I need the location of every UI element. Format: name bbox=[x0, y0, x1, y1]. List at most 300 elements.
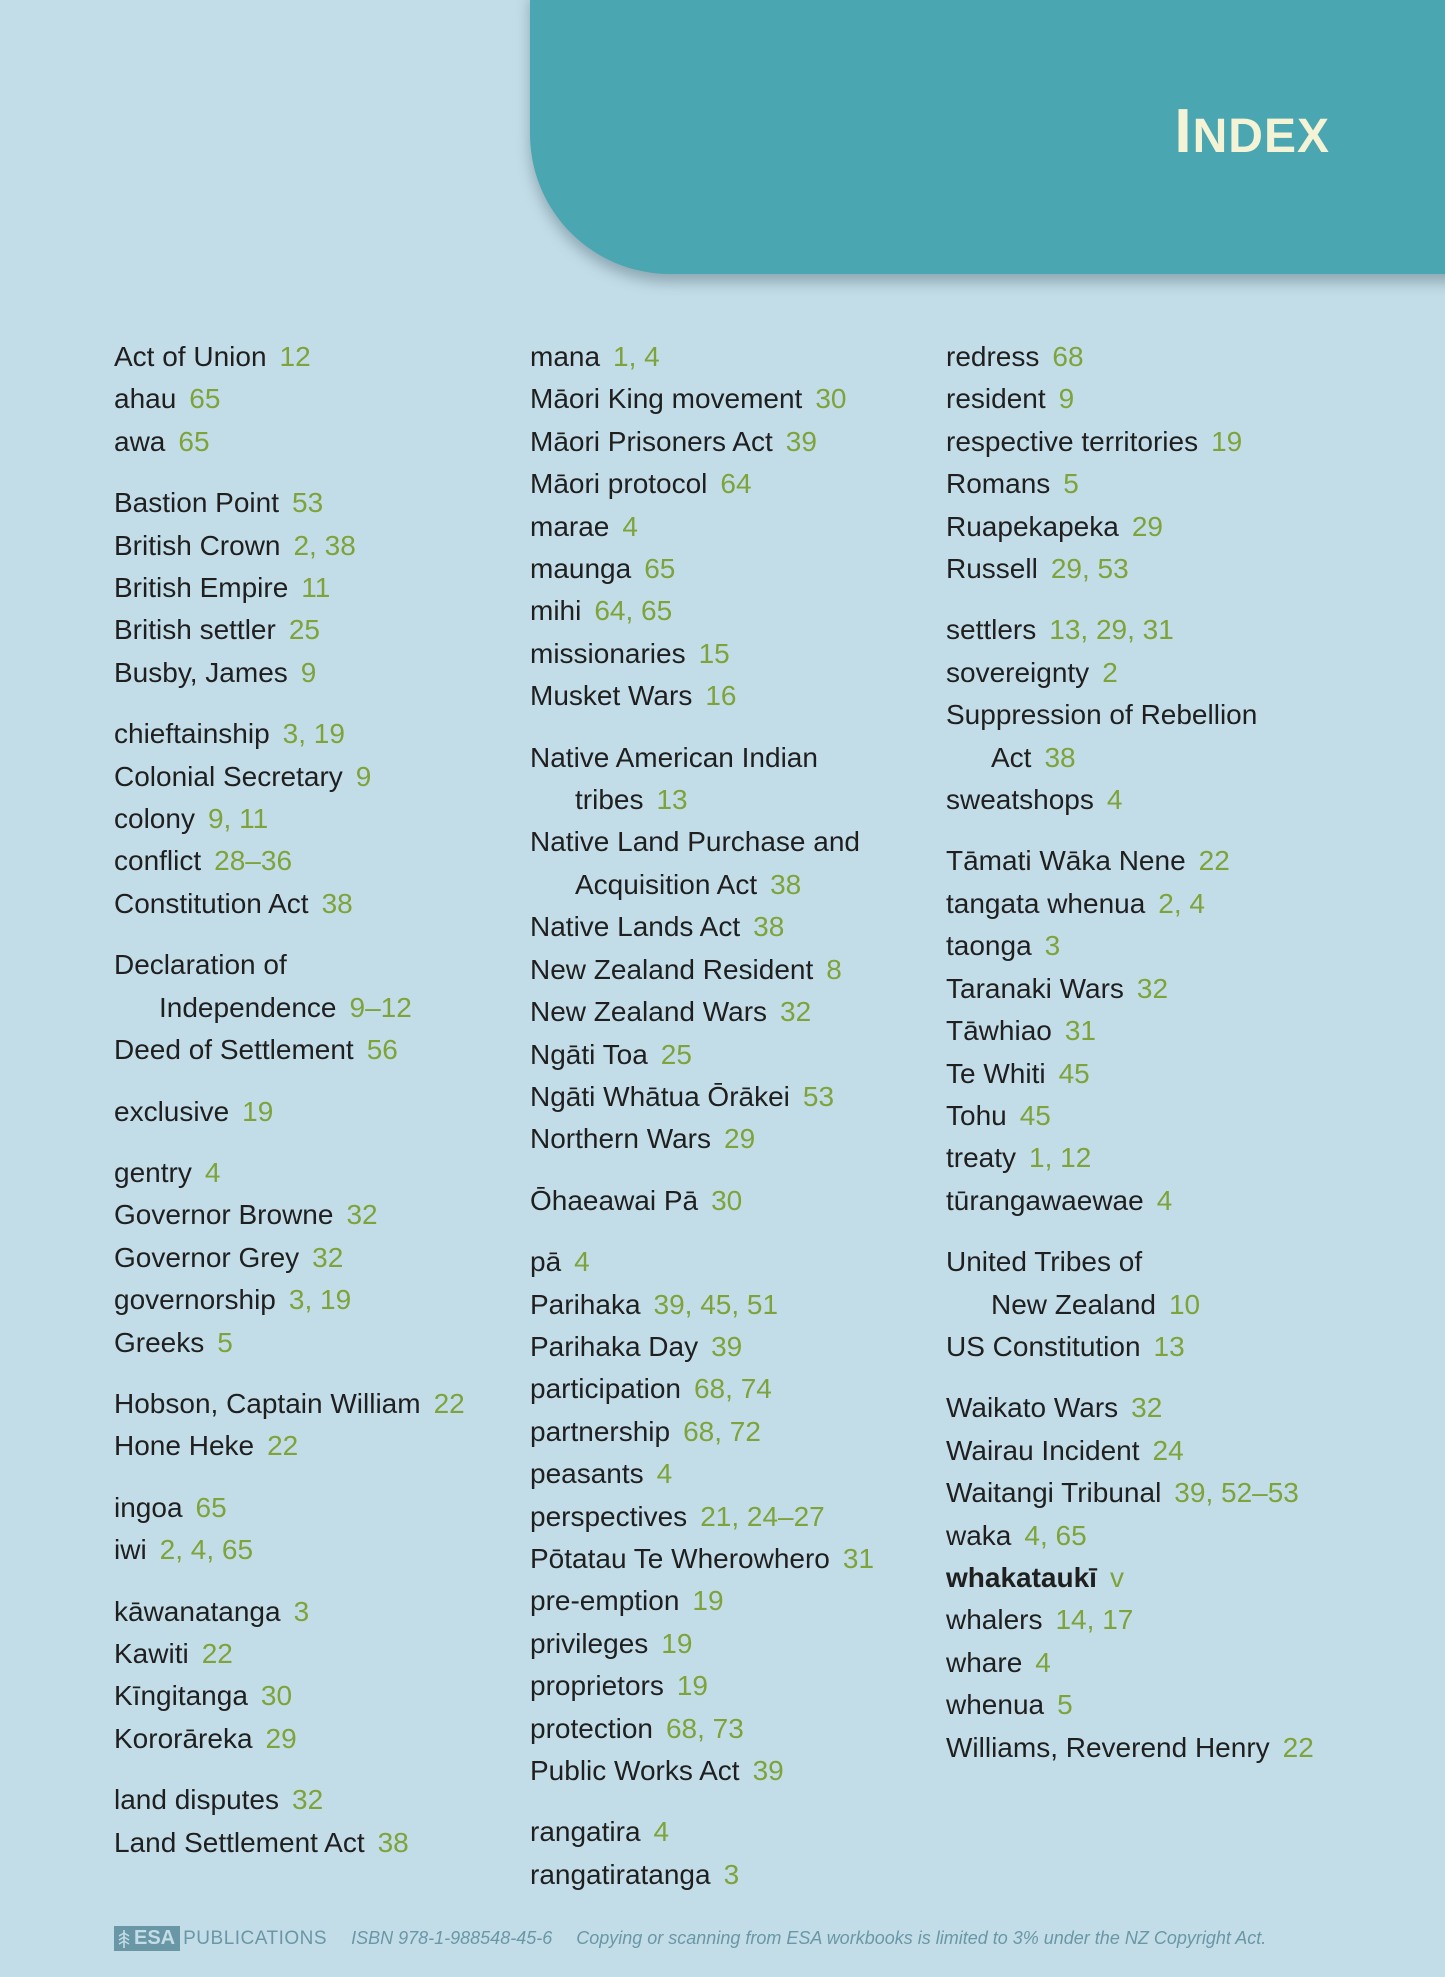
index-term: rangatiratanga bbox=[530, 1858, 711, 1890]
index-entry bbox=[114, 756, 465, 798]
index-page-refs: 2, 4 bbox=[1158, 887, 1205, 919]
index-term: whare bbox=[946, 1646, 1023, 1678]
index-letter-group bbox=[530, 737, 874, 1161]
index-term-continued: Act bbox=[991, 741, 1032, 773]
index-entry bbox=[530, 548, 874, 590]
index-page-refs: 2, 4, 65 bbox=[159, 1534, 254, 1566]
index-letter-group bbox=[946, 1387, 1314, 1769]
index-entry bbox=[114, 1425, 465, 1467]
index-entry bbox=[114, 1322, 465, 1364]
index-letter-group bbox=[946, 1241, 1314, 1368]
index-term: governorship bbox=[114, 1284, 276, 1316]
index-page-refs: 1, 4 bbox=[613, 341, 660, 372]
index-page-refs: 32 bbox=[1131, 1392, 1163, 1424]
index-letter-group bbox=[114, 482, 465, 694]
index-entry bbox=[530, 821, 874, 906]
index-term: Ōhaeawai Pā bbox=[530, 1184, 699, 1216]
index-entry bbox=[530, 949, 874, 991]
index-term: Tohu bbox=[946, 1099, 1007, 1131]
index-entry bbox=[530, 1623, 874, 1665]
index-page-refs: 8 bbox=[826, 953, 842, 985]
index-term: Land Settlement Act bbox=[114, 1826, 365, 1858]
index-page-refs: 39 bbox=[752, 1755, 784, 1786]
index-term: iwi bbox=[114, 1534, 147, 1566]
index-term: Declaration of bbox=[114, 949, 287, 981]
index-term: Kawiti bbox=[114, 1637, 189, 1669]
index-page-refs: 29 bbox=[724, 1123, 756, 1155]
index-entry bbox=[530, 1665, 874, 1707]
index-page-refs: 11 bbox=[301, 572, 331, 604]
index-page-refs: 5 bbox=[1063, 468, 1079, 500]
index-term: Greeks bbox=[114, 1326, 205, 1358]
index-term: Māori Prisoners Act bbox=[530, 425, 773, 457]
index-page-refs: 68 bbox=[1052, 341, 1084, 372]
index-entry bbox=[530, 1453, 874, 1495]
index-page-refs: 13, 29, 31 bbox=[1049, 614, 1174, 646]
index-entry bbox=[114, 1718, 465, 1760]
index-term: Romans bbox=[946, 468, 1051, 500]
index-page-refs: 22 bbox=[1282, 1731, 1314, 1763]
index-term: Public Works Act bbox=[530, 1755, 740, 1786]
index-term: chieftainship bbox=[114, 718, 270, 750]
index-term: Ruapekapeka bbox=[946, 510, 1119, 542]
index-entry bbox=[114, 421, 465, 463]
index-term: Parihaka bbox=[530, 1288, 641, 1320]
index-page-refs: 22 bbox=[201, 1637, 233, 1669]
index-term: mihi bbox=[530, 595, 582, 627]
index-letter-group bbox=[114, 1152, 465, 1364]
index-term: Tāmati Wāka Nene bbox=[946, 845, 1186, 877]
index-term: tūrangawaewae bbox=[946, 1184, 1144, 1216]
index-entry bbox=[114, 1591, 465, 1633]
index-term: Deed of Settlement bbox=[114, 1034, 354, 1066]
index-term: Hobson, Captain William bbox=[114, 1387, 421, 1419]
copyright-notice: Copying or scanning from ESA workbooks is limited to 3% under the NZ Copyright Act. bbox=[576, 1928, 1267, 1948]
index-term-continued: Independence bbox=[159, 991, 337, 1023]
index-page-refs: 65 bbox=[189, 383, 221, 415]
index-page-refs: 30 bbox=[711, 1184, 743, 1216]
index-term: Taranaki Wars bbox=[946, 972, 1124, 1004]
index-entry bbox=[114, 609, 465, 651]
index-term: awa bbox=[114, 425, 166, 457]
index-entry bbox=[114, 1152, 465, 1194]
index-term: Ngāti Whātua Ōrākei bbox=[530, 1080, 790, 1112]
index-entry-continuation bbox=[530, 864, 874, 906]
index-column-1 bbox=[114, 336, 465, 1883]
index-term: Constitution Act bbox=[114, 887, 309, 919]
index-entry bbox=[114, 713, 465, 755]
index-entry bbox=[114, 1279, 465, 1321]
index-page-refs: 53 bbox=[802, 1080, 835, 1112]
index-page-refs: 4 bbox=[1106, 784, 1123, 816]
index-entry bbox=[530, 633, 874, 675]
index-entry bbox=[946, 1241, 1314, 1326]
index-term: Governor Browne bbox=[114, 1199, 334, 1231]
index-page-refs: 4 bbox=[656, 1458, 673, 1490]
index-term: pre-emption bbox=[530, 1585, 680, 1617]
index-page-refs: 9–12 bbox=[349, 991, 412, 1023]
index-page-refs: 19 bbox=[692, 1585, 724, 1617]
index-page-refs: 45 bbox=[1058, 1057, 1090, 1089]
index-term: Māori King movement bbox=[530, 383, 803, 415]
index-term: Act of Union bbox=[114, 341, 267, 372]
index-entry bbox=[114, 840, 465, 882]
index-page-refs: 4 bbox=[1156, 1184, 1173, 1216]
index-letter-group bbox=[114, 1091, 465, 1133]
index-term: settlers bbox=[946, 614, 1037, 646]
index-entry bbox=[114, 1383, 465, 1425]
index-letter-group bbox=[946, 336, 1314, 590]
index-entry bbox=[114, 336, 465, 378]
index-entry bbox=[946, 1727, 1314, 1769]
index-entry bbox=[946, 1515, 1314, 1557]
index-entry bbox=[530, 1580, 874, 1622]
index-entry bbox=[530, 1326, 874, 1368]
index-page-refs: 4 bbox=[622, 510, 638, 542]
index-letter-group bbox=[114, 1383, 465, 1468]
index-page-refs: 22 bbox=[433, 1387, 465, 1419]
index-page-refs: 15 bbox=[698, 637, 730, 669]
index-entry bbox=[530, 421, 874, 463]
index-term: British settler bbox=[114, 614, 276, 646]
index-entry bbox=[114, 798, 465, 840]
index-page-refs: 4, 65 bbox=[1024, 1519, 1087, 1551]
index-letter-group bbox=[530, 1241, 874, 1792]
index-entry bbox=[530, 991, 874, 1033]
index-page-refs: 39 bbox=[785, 425, 817, 457]
index-page-refs: 30 bbox=[260, 1680, 293, 1712]
index-entry-continuation bbox=[530, 779, 874, 821]
index-page-refs: 3 bbox=[1044, 930, 1061, 962]
index-page-refs: 9, 11 bbox=[207, 803, 269, 835]
index-page-refs: 32 bbox=[346, 1199, 378, 1231]
index-term: British Empire bbox=[114, 572, 289, 604]
index-term: conflict bbox=[114, 845, 202, 877]
index-entry bbox=[530, 1118, 874, 1160]
index-entry bbox=[114, 944, 465, 1029]
index-term: protection bbox=[530, 1712, 653, 1744]
index-column-3 bbox=[946, 336, 1314, 1788]
index-term: kāwanatanga bbox=[114, 1595, 281, 1627]
index-page-refs: 65 bbox=[644, 553, 676, 585]
index-entry bbox=[114, 1633, 465, 1675]
index-term: Musket Wars bbox=[530, 680, 693, 712]
index-page-refs: 28–36 bbox=[214, 845, 293, 877]
index-page-refs: 4 bbox=[204, 1156, 221, 1188]
index-term: Northern Wars bbox=[530, 1123, 712, 1155]
index-page-refs: 65 bbox=[178, 425, 210, 457]
index-page-refs: 29 bbox=[1131, 510, 1163, 542]
index-term: gentry bbox=[114, 1156, 192, 1188]
index-letter-group bbox=[530, 1180, 874, 1222]
index-entry bbox=[114, 1487, 465, 1529]
index-entry bbox=[530, 1750, 874, 1792]
index-entry bbox=[946, 1387, 1314, 1429]
index-entry bbox=[946, 1053, 1314, 1095]
index-page-refs: 16 bbox=[705, 680, 737, 712]
index-page-refs: 5 bbox=[1057, 1689, 1073, 1721]
index-term: Russell bbox=[946, 553, 1038, 585]
index-term: treaty bbox=[946, 1142, 1017, 1174]
index-term: respective territories bbox=[946, 425, 1199, 457]
index-term: proprietors bbox=[530, 1670, 664, 1702]
index-entry bbox=[946, 1599, 1314, 1641]
index-entry bbox=[946, 378, 1314, 420]
index-page-refs: v bbox=[1109, 1561, 1124, 1593]
index-page-refs: 2 bbox=[1102, 656, 1118, 688]
index-term: ingoa bbox=[114, 1491, 183, 1523]
index-entry bbox=[946, 968, 1314, 1010]
index-page-refs: 9 bbox=[355, 760, 372, 792]
index-term: New Zealand Resident bbox=[530, 953, 814, 985]
index-term: waka bbox=[946, 1519, 1012, 1551]
index-page-refs: 31 bbox=[1064, 1015, 1096, 1047]
index-page-refs: 9 bbox=[1058, 383, 1075, 415]
index-page-refs: 65 bbox=[195, 1491, 227, 1523]
index-term: Colonial Secretary bbox=[114, 760, 343, 792]
index-page-refs: 3 bbox=[293, 1595, 310, 1627]
index-page-refs: 19 bbox=[676, 1670, 708, 1702]
index-letter-group bbox=[114, 944, 465, 1071]
index-term-continued: tribes bbox=[575, 784, 644, 816]
index-letter-group bbox=[946, 609, 1314, 821]
index-term-continued: New Zealand bbox=[991, 1288, 1156, 1320]
index-term: Bastion Point bbox=[114, 487, 279, 519]
index-letter-group bbox=[114, 713, 465, 925]
index-entry bbox=[946, 779, 1314, 821]
index-page-refs: 68, 72 bbox=[683, 1415, 761, 1447]
index-entry bbox=[530, 906, 874, 948]
index-entry bbox=[946, 1557, 1314, 1599]
index-page-refs: 24 bbox=[1152, 1434, 1184, 1466]
index-entry bbox=[530, 1411, 874, 1453]
index-term: Wairau Incident bbox=[946, 1434, 1140, 1466]
index-page-refs: 38 bbox=[753, 911, 785, 943]
page-title: INDEX bbox=[1174, 97, 1330, 166]
index-entry bbox=[946, 694, 1314, 779]
index-entry bbox=[530, 1854, 874, 1896]
index-term: Native Land Purchase and bbox=[530, 826, 860, 858]
index-entry bbox=[114, 1779, 465, 1821]
index-term: Busby, James bbox=[114, 656, 288, 688]
index-term: whakataukī bbox=[946, 1561, 1097, 1593]
index-entry bbox=[946, 1472, 1314, 1514]
index-page-refs: 3, 19 bbox=[282, 718, 345, 750]
index-entry-continuation bbox=[946, 1284, 1314, 1326]
index-term: Williams, Reverend Henry bbox=[946, 1731, 1270, 1763]
index-page-refs: 32 bbox=[780, 996, 812, 1028]
index-page-refs: 25 bbox=[288, 614, 320, 646]
index-term: taonga bbox=[946, 930, 1032, 962]
index-page-refs: 39 bbox=[711, 1330, 743, 1362]
index-page-refs: 38 bbox=[321, 887, 353, 919]
index-term: redress bbox=[946, 341, 1040, 372]
index-letter-group bbox=[114, 1487, 465, 1572]
esa-logo bbox=[114, 1926, 180, 1951]
index-term: Waitangi Tribunal bbox=[946, 1477, 1162, 1509]
index-page-refs: 39, 52–53 bbox=[1174, 1477, 1299, 1509]
index-term: whalers bbox=[946, 1604, 1043, 1636]
index-page-refs: 4 bbox=[574, 1246, 590, 1278]
index-entry bbox=[946, 1642, 1314, 1684]
index-entry bbox=[530, 1076, 874, 1118]
index-entry bbox=[946, 548, 1314, 590]
index-page-refs: 13 bbox=[656, 784, 688, 816]
index-term: sovereignty bbox=[946, 656, 1090, 688]
index-entry bbox=[530, 1368, 874, 1410]
logo-text: ESA bbox=[134, 1927, 176, 1949]
index-page-refs: 25 bbox=[660, 1038, 692, 1070]
index-entry bbox=[946, 883, 1314, 925]
index-entry bbox=[114, 482, 465, 524]
index-entry bbox=[530, 1241, 874, 1283]
index-entry bbox=[530, 378, 874, 420]
index-page-refs: 19 bbox=[242, 1095, 274, 1127]
index-entry bbox=[530, 463, 874, 505]
index-letter-group bbox=[114, 1591, 465, 1761]
index-term: Ngāti Toa bbox=[530, 1038, 648, 1070]
index-page-refs: 64, 65 bbox=[594, 595, 673, 627]
index-page-refs: 21, 24–27 bbox=[700, 1500, 825, 1532]
index-page-refs: 19 bbox=[661, 1627, 693, 1659]
index-entry bbox=[946, 506, 1314, 548]
index-entry bbox=[946, 336, 1314, 378]
index-entry bbox=[114, 525, 465, 567]
index-entry bbox=[530, 1708, 874, 1750]
index-term: resident bbox=[946, 383, 1046, 415]
index-term: marae bbox=[530, 510, 610, 542]
index-page-refs: 2, 38 bbox=[293, 529, 356, 561]
index-entry bbox=[114, 1029, 465, 1071]
index-term: colony bbox=[114, 803, 195, 835]
index-term: US Constitution bbox=[946, 1330, 1141, 1362]
index-page-refs: 68, 74 bbox=[693, 1373, 772, 1405]
index-page-refs: 3, 19 bbox=[288, 1284, 352, 1316]
fern-icon bbox=[117, 1929, 131, 1949]
index-term: participation bbox=[530, 1373, 681, 1405]
index-term: land disputes bbox=[114, 1784, 280, 1816]
index-letter-group bbox=[114, 1779, 465, 1864]
index-entry bbox=[114, 1822, 465, 1864]
index-page-refs: 29, 53 bbox=[1050, 553, 1129, 585]
index-page-refs: 31 bbox=[842, 1542, 875, 1574]
index-page-refs: 38 bbox=[770, 868, 802, 900]
index-page-refs: 38 bbox=[1044, 741, 1076, 773]
index-page-refs: 29 bbox=[265, 1722, 297, 1754]
index-page-refs: 19 bbox=[1211, 425, 1243, 457]
index-page-refs: 53 bbox=[292, 487, 324, 519]
index-page-refs: 5 bbox=[217, 1326, 233, 1358]
index-term: Waikato Wars bbox=[946, 1392, 1119, 1424]
index-entry bbox=[946, 1095, 1314, 1137]
index-page-refs: 32 bbox=[292, 1784, 324, 1816]
index-term: privileges bbox=[530, 1627, 649, 1659]
index-term: tangata whenua bbox=[946, 887, 1146, 919]
index-letter-group bbox=[530, 1811, 874, 1896]
index-page-refs: 4 bbox=[653, 1816, 670, 1848]
index-page-refs: 13 bbox=[1153, 1330, 1185, 1362]
index-term: Tāwhiao bbox=[946, 1015, 1052, 1047]
index-entry bbox=[530, 336, 874, 378]
index-term: missionaries bbox=[530, 637, 686, 669]
index-term: mana bbox=[530, 341, 601, 372]
index-term: Parihaka Day bbox=[530, 1330, 699, 1362]
index-page-refs: 22 bbox=[267, 1430, 299, 1462]
index-entry bbox=[946, 925, 1314, 967]
index-page-refs: 45 bbox=[1019, 1099, 1051, 1131]
index-term: perspectives bbox=[530, 1500, 688, 1532]
index-entry bbox=[946, 652, 1314, 694]
index-term: rangatira bbox=[530, 1816, 641, 1848]
index-entry bbox=[114, 378, 465, 420]
index-entry bbox=[114, 567, 465, 609]
index-entry-continuation bbox=[114, 987, 465, 1029]
index-entry bbox=[946, 840, 1314, 882]
index-column-2 bbox=[530, 336, 874, 1915]
index-entry bbox=[530, 675, 874, 717]
index-page-refs: 64 bbox=[720, 468, 752, 500]
index-term: Hone Heke bbox=[114, 1430, 255, 1462]
index-letter-group bbox=[946, 840, 1314, 1222]
index-term: ahau bbox=[114, 383, 177, 415]
index-term: Pōtatau Te Wherowhero bbox=[530, 1542, 830, 1574]
index-term: British Crown bbox=[114, 529, 281, 561]
index-page-refs: 30 bbox=[815, 383, 847, 415]
index-letter-group bbox=[114, 336, 465, 463]
index-entry bbox=[530, 1538, 874, 1580]
index-letter-group bbox=[530, 336, 874, 718]
index-page-refs: 32 bbox=[1136, 972, 1169, 1004]
index-term: whenua bbox=[946, 1689, 1045, 1721]
index-entry bbox=[530, 1496, 874, 1538]
publisher-name: PUBLICATIONS bbox=[183, 1927, 328, 1949]
index-entry bbox=[530, 590, 874, 632]
index-entry bbox=[530, 506, 874, 548]
index-page-refs: 68, 73 bbox=[665, 1712, 744, 1744]
index-entry bbox=[114, 652, 465, 694]
index-entry bbox=[114, 1237, 465, 1279]
index-entry bbox=[114, 1091, 465, 1133]
index-term: Suppression of Rebellion bbox=[946, 699, 1258, 731]
index-entry bbox=[114, 1675, 465, 1717]
index-entry-continuation bbox=[946, 737, 1314, 779]
index-page-refs: 56 bbox=[366, 1034, 398, 1066]
index-term: Kīngitanga bbox=[114, 1680, 248, 1712]
index-term: pā bbox=[530, 1246, 562, 1278]
index-entry bbox=[530, 1811, 874, 1853]
index-entry bbox=[530, 1180, 874, 1222]
index-term: United Tribes of bbox=[946, 1246, 1143, 1278]
index-page-refs: 1, 12 bbox=[1029, 1142, 1092, 1174]
index-entry bbox=[946, 421, 1314, 463]
index-entry bbox=[946, 1326, 1314, 1368]
index-page-refs: 3 bbox=[723, 1858, 740, 1890]
index-page-refs: 4 bbox=[1035, 1646, 1051, 1678]
index-page-refs: 38 bbox=[377, 1826, 409, 1858]
index-term-continued: Acquisition Act bbox=[575, 868, 758, 900]
index-page-refs: 12 bbox=[279, 341, 311, 372]
index-term: exclusive bbox=[114, 1095, 230, 1127]
index-entry bbox=[946, 1180, 1314, 1222]
index-page-refs: 10 bbox=[1168, 1288, 1201, 1320]
index-page-refs: 39, 45, 51 bbox=[653, 1288, 779, 1320]
footer bbox=[114, 1926, 1266, 1951]
index-entry bbox=[946, 1010, 1314, 1052]
index-term: peasants bbox=[530, 1458, 644, 1490]
index-page-refs: 14, 17 bbox=[1055, 1604, 1134, 1636]
isbn: ISBN 978-1-988548-45-6 bbox=[351, 1928, 553, 1948]
index-term: Kororāreka bbox=[114, 1722, 253, 1754]
